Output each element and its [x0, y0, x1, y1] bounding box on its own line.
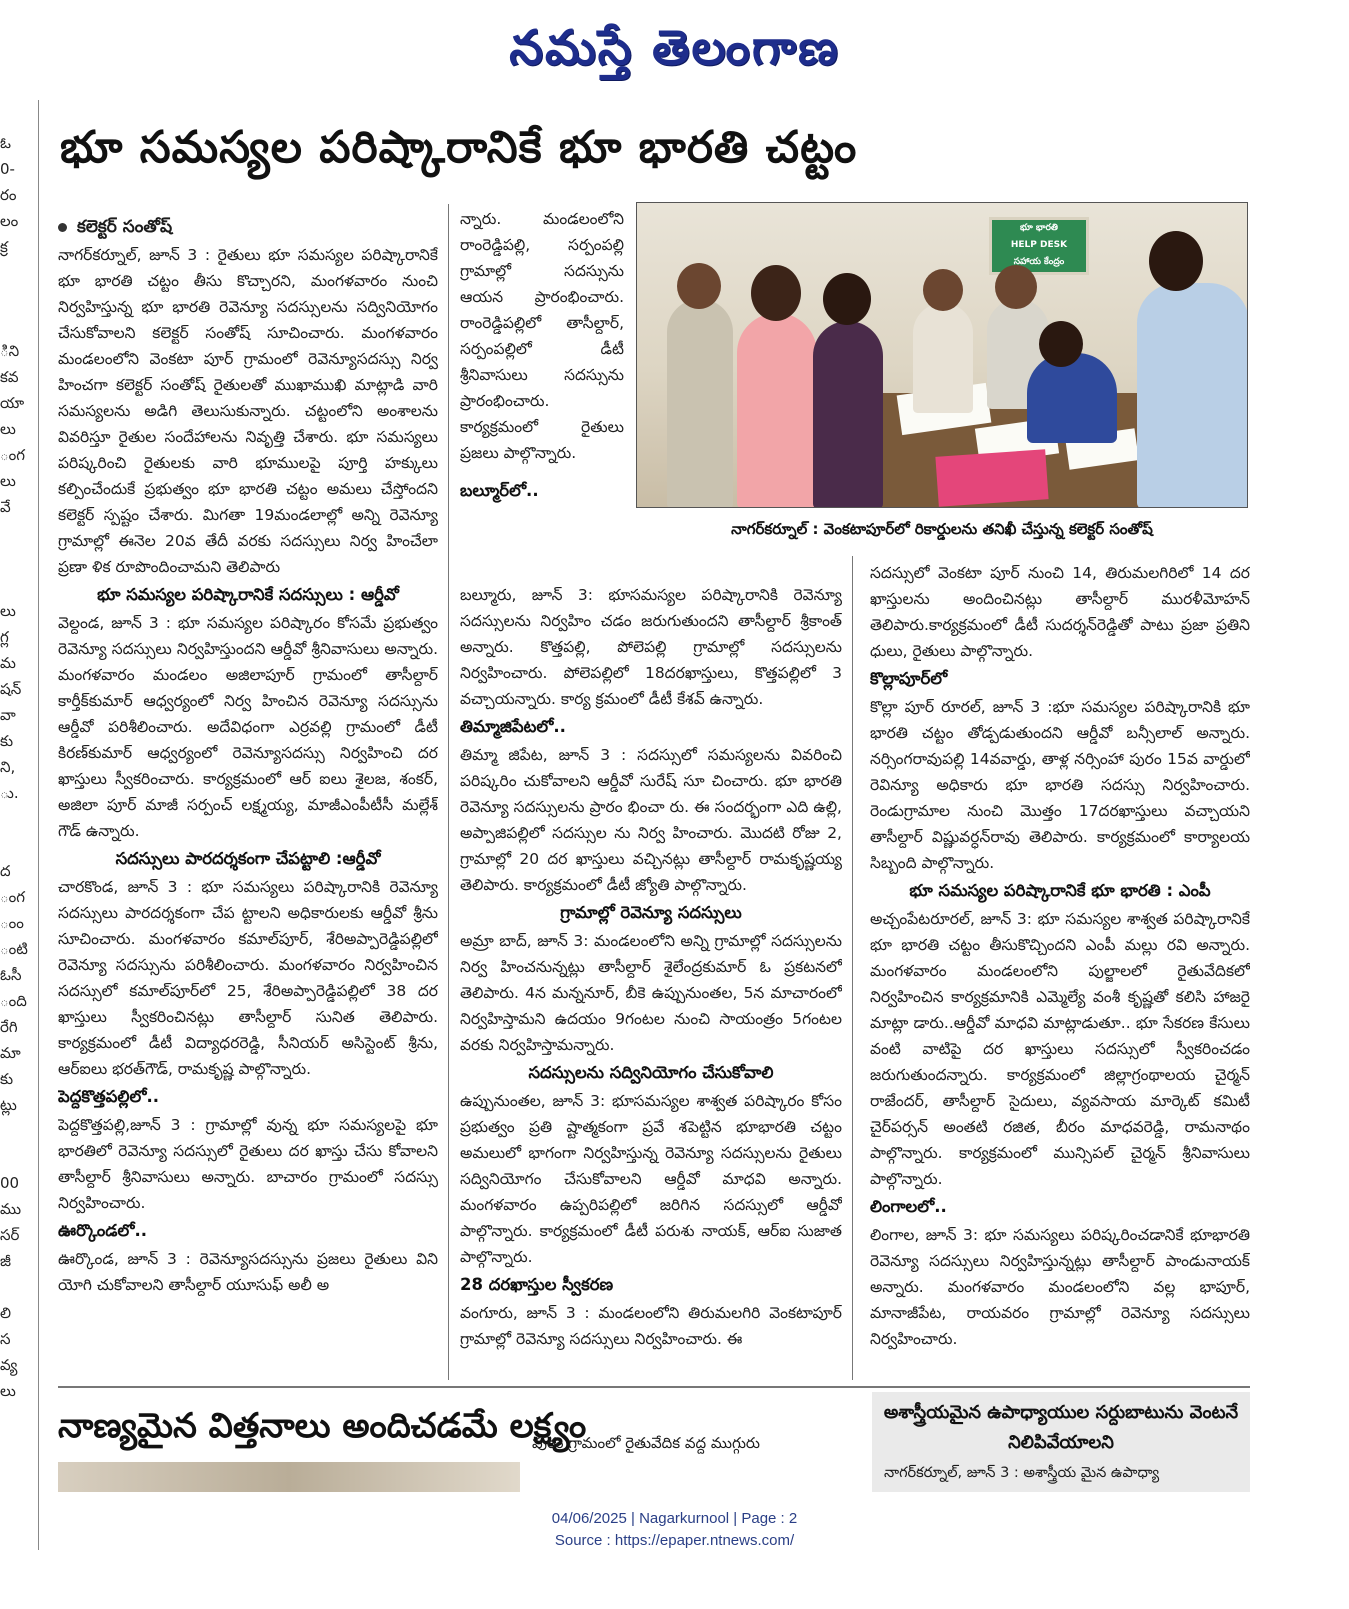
- side-headline: అశాస్త్రీయమైన ఉపాధ్యాయుల సర్దుబాటును వెంటనే నిలిపివేయాలని: [883, 1402, 1239, 1453]
- article-column-2-top: [460, 206, 624, 476]
- column-divider: [448, 204, 449, 1380]
- subheading: 28 దరఖాస్తుల స్వీకరణ: [460, 1275, 614, 1294]
- strip-fragment: సర్: [0, 1226, 20, 1244]
- strip-fragment: [0, 572, 28, 598]
- pink-folder: [935, 449, 1048, 507]
- strip-fragment: [0, 546, 28, 572]
- person-figure: [913, 303, 973, 413]
- paragraph: బల్మూరు, జూన్ 3: భూసమస్యల పరిష్కారానికి రెవెన్యూ సదస్సులను నిర్వహిం చడం జరుగుతుందని తాసీల్దార్ శ్రీకాంత్ అన్నారు. కొత్తపల్లి, పోలెపల్లి గ్రామాల్లో సదస్సులను నిర్వహించారు. పోలెపల్లిలో 18దరఖాస్తులు, కొత్తపల్లిలో 3 వచ్చాయన్నారు. కార్య క్రమంలో డీటీ కేశవ్ ఉన్నారు.: [460, 586, 842, 708]
- date-page-info: 04/06/2025 | Nagarkurnool | Page : 2: [551, 1510, 798, 1527]
- person-head: [923, 269, 963, 311]
- strip-fragment: గ్ల: [0, 628, 9, 646]
- strip-fragment: ట్లు: [0, 1096, 17, 1114]
- paragraph: తిమ్మా జిపేట, జూన్ 3 : సదస్సులో సమస్యలను వివరించి పరిష్కరిం చుకోవాలని ఆర్డీవో సురేష్ సూ చించారు. భూ భారతి రెవెన్యూ సదస్సులను ప్రారం భించా రు. ఈ సందర్భంగా ఎది ఉల్లి, అప్పాజిపల్లిలో సదస్సుల ను నిర్వ హించారు. మొదటి రోజు 2, గ్రామాల్లో 20 దర ఖాస్తులు వచ్చినట్లు తాసీల్దార్ రామకృష్ణయ్య తెలిపారు. కార్యక్రమంలో డీటీ జ్యోతి పాల్గొన్నారు.: [460, 746, 842, 894]
- strip-fragment: 0-: [0, 160, 15, 178]
- strip-fragment: కు: [0, 1070, 14, 1088]
- strip-fragment: యా: [0, 394, 25, 412]
- strip-fragment: లు: [0, 472, 16, 490]
- page-footer: [0, 1508, 1349, 1558]
- strip-fragment: మ: [0, 654, 16, 672]
- subheading: భూ సమస్యల పరిష్కారానికే సదస్సులు : ఆర్డీవో: [97, 585, 399, 604]
- person-figure: [667, 299, 733, 508]
- board-text: భూ భారతి: [1020, 223, 1058, 233]
- bottom-headline: నాణ్యమైన విత్తనాలు అందిచడమే లక్ష్యం: [58, 1406, 587, 1446]
- paragraph: పెద్దకొత్తపల్లి,జూన్ 3 : గ్రామాల్లో వున్న భూ సమస్యలపై భూ భారతిలో రెవెన్యూ సదస్సులో రైతులు దర ఖాస్తు చేసు కోవాలని తాసీల్దార్ శ్రీనివాసులు అన్నారు. బాచారం గ్రామంలో సదస్సు నిర్వహించారు.: [58, 1116, 438, 1212]
- paragraph: నాగర్‌కర్నూల్, జూన్ 3 : రైతులు భూ సమస్యల పరిష్కారానికే భూ భారతి చట్టం తీసు కొచ్చారని, మంగళవారం నుంచి నిర్వహిస్తున్న భూ భారతి రెవెన్యూ సదస్సులను సద్వినియోగం చేసుకోవాలని కలెక్టర్ సంతోష్ సూచించారు. మంగళవారం మండలంలోని వెంకటా పూర్ గ్రామంలో రెవెన్యూసదస్సు నిర్వ హించగా కలెక్టర్ సంతోష్ రైతులతో ముఖాముఖి మాట్లాడి వారి సమస్యలను అడిగి తెలుసుకున్నారు. చట్టంలోని అంశాలను వివరిస్తూ రైతుల సందేహాలను నివృత్తి చేశారు. భూ సమస్యలు పరిష్కరించి రైతులకు వారి భూములపై పూర్తి హక్కులు కల్పించేందుకే ప్రభుత్వం భూ భారతి చట్టం అమలు చేస్తోందని కలెక్టర్ స్పష్టం చేశారు. మిగతా 19మండలాల్లో అన్ని రెవెన్యూ గ్రామాల్లో ఈనెల 20వ తేదీ వరకు సదస్సులు నిర్వ హించేలా ప్రణా ళిక రూపొందించామని తెలిపారు: [58, 246, 438, 576]
- strip-fragment: ంం: [0, 914, 24, 932]
- strip-fragment: స: [0, 1330, 11, 1348]
- strip-fragment: ంది: [0, 992, 27, 1010]
- article-column-2: [460, 582, 842, 1377]
- person-head: [995, 265, 1037, 309]
- person-head: [751, 265, 801, 321]
- strip-fragment: [0, 286, 28, 312]
- subheading: బల్మూర్‌లో..: [460, 481, 539, 500]
- news-photo: [636, 202, 1248, 508]
- side-news-box: [872, 1392, 1250, 1492]
- person-figure: [813, 321, 883, 508]
- strip-fragment: రేగి: [0, 1018, 18, 1036]
- subheading: కొల్లాపూర్‌లో: [870, 669, 948, 688]
- strip-fragment: షన్: [0, 680, 22, 698]
- article-column-1: [58, 212, 438, 1377]
- strip-fragment: [0, 520, 28, 546]
- paragraph: లింగాల, జూన్ 3: భూ సమస్యలు పరిష్కరించడానికే భూభారతి రెవెన్యూ సదస్సులు నిర్వహిస్తున్నట్లు తాసీల్దార్ పాండునాయక్ అన్నారు. మంగళవారం మండలంలోని వల్ల భాపూర్, మానాజీపేట, రాయవరం గ్రామాల్లో రెవెన్యూ సదస్సులు నిర్వహించారు.: [870, 1226, 1250, 1348]
- source-url[interactable]: Source : https://epaper.ntnews.com/: [554, 1532, 795, 1549]
- subheading: తిమ్మాజిపేటలో..: [460, 717, 566, 736]
- strip-fragment: [0, 832, 28, 858]
- paragraph: సదస్సులో వెంకటా పూర్ నుంచి 14, తిరుమలగిరిలో 14 దర ఖాస్తులను అందించినట్లు తాసీల్దార్ మురళీమోహన్ తెలిపారు.కార్యక్రమంలో డీటీ సుదర్శన్‌రెడ్డితో పాటు ప్రజా ప్రతిని ధులు, రైతులు పాల్గొన్నారు.: [870, 564, 1250, 660]
- paragraph: అమ్రా బాద్, జూన్ 3: మండలంలోని అన్ని గ్రామాల్లో సదస్సులను నిర్వ హించనున్నట్లు తాసీల్దార్ శైలేంద్రకుమార్ ఓ ప్రకటనలో తెలిపారు. 4న మన్ననూర్, బీకె ఉప్పునుంతల, 5న మాచారంలో నిర్వహిస్తామని ఉదయం 9గంటల నుంచి సాయంత్రం 5గంటల వరకు నిర్వహిస్తామన్నారు.: [460, 932, 842, 1054]
- newspaper-logo: నమస్తే తెలంగాణ: [509, 20, 840, 76]
- strip-fragment: ఓ: [0, 134, 11, 152]
- strip-fragment: వే: [0, 498, 11, 516]
- strip-fragment: ని,: [0, 758, 16, 776]
- paragraph: న్నారు. మండలంలోని రాంరెడ్డిపల్లి, సర్పంపల్లి గ్రామాల్లో సదస్సును ఆయన ప్రారంభించారు. రాంరెడ్డిపల్లిలో తాసీల్దార్, సర్పంపల్లిలో డీటీ శ్రీనివాసులు సదస్సును ప్రారంభించారు. కార్యక్రమంలో రైతులు ప్రజలు పాల్గొన్నారు.: [460, 210, 624, 462]
- strip-fragment: [0, 1274, 28, 1300]
- person-head: [823, 273, 871, 325]
- paragraph: వెల్దండ, జూన్ 3 : భూ సమస్యల పరిష్కారం కోసమే ప్రభుత్వం రెవెన్యూ సదస్సులు నిర్వహిస్తుందని ఆర్డీవో శ్రీనివాసులు అన్నారు. మంగళవారం మండలం అజిలాపూర్ గ్రామంలో తాసీల్దార్ కార్తీక్‌కుమార్ ఆధ్వర్యంలో నిర్వ హించిన రెవెన్యూ సదస్సును ఆర్డీవో పరిశీలించారు. అదేవిధంగా ఎర్రవల్లి గ్రామంలో డీటీ కిరణ్‌కుమార్ ఆధ్వర్యంలో రెవెన్యూసదస్సు నిర్వహించి దర ఖాస్తులు స్వీకరించారు. కార్యక్రమంలో ఆర్ ఐలు శైలజ, శంకర్, అజిలా పూర్ మాజీ సర్పంచ్ లక్ష్మయ్య, మాజీఎంపీటీసీ మల్లేశ్ గౌడ్ ఉన్నారు.: [58, 614, 438, 840]
- article-column-3: [870, 560, 1250, 1370]
- paragraph: పురం గ్రామంలో రైతువేదిక వద్ద ముగ్గురు: [532, 1434, 760, 1452]
- strip-fragment: ిని: [0, 342, 20, 360]
- masthead: [0, 8, 1349, 88]
- paragraph: ఉప్పునుంతల, జూన్ 3: భూసమస్యల శాశ్వత పరిష్కారం కోసం ప్రభుత్వం ప్రతి ష్టాత్మకంగా ప్రవే శపెట్టిన భూభారతి చట్టం అమలులో భాగంగా నిర్వహిస్తున్న రెవెన్యూ సదస్సులను రైతులు సద్వినియోగం చేసుకోవాలని ఆర్డీవో మాధవి అన్నారు. మంగళవారం ఉప్పరిపల్లిలో జరిగిన సదస్సులో ఆర్డీవో పాల్గొన్నారు. కార్యక్రమంలో డీటీ పరుశు నాయక్, ఆర్ఐ సుజాత పాల్గొన్నారు.: [460, 1092, 842, 1266]
- helpdesk-board: [989, 217, 1089, 275]
- article-column-2-balmoor: [460, 476, 624, 576]
- column-divider: [852, 556, 853, 1380]
- strip-fragment: [0, 312, 28, 338]
- strip-fragment: ఓసీ: [0, 966, 22, 984]
- strip-fragment: లం: [0, 212, 19, 230]
- adjacent-column-strip: [0, 130, 28, 1550]
- subheading: సదస్సులను సద్వినియోగం చేసుకోవాలి: [528, 1063, 774, 1082]
- subheading: లింగాలలో..: [870, 1197, 947, 1216]
- strip-fragment: మా: [0, 1044, 21, 1062]
- strip-fragment: 00: [0, 1174, 20, 1192]
- board-text: సహాయ కేంద్రం: [1013, 257, 1065, 267]
- person-figure: [737, 313, 817, 508]
- strip-fragment: ంగ: [0, 446, 26, 464]
- strip-fragment: [0, 1144, 28, 1170]
- subheading: భూ సమస్యల పరిష్కారానికే భూ భారతి : ఎంపీ: [909, 881, 1211, 900]
- person-figure: [1137, 283, 1248, 508]
- strip-fragment: ము: [0, 1200, 22, 1218]
- strip-fragment: ద: [0, 862, 11, 880]
- strip-fragment: కవ: [0, 368, 19, 386]
- strip-fragment: వ్య: [0, 1356, 18, 1374]
- strip-fragment: లు: [0, 420, 16, 438]
- bullet-icon: [58, 223, 67, 232]
- board-text: HELP DESK: [1010, 240, 1068, 250]
- person-head: [677, 263, 721, 309]
- strip-fragment: [0, 806, 28, 832]
- side-text: నాగర్‌కర్నూల్, జూన్ 3 : అశాస్త్రీయ మైన ఉపాధ్యా: [884, 1465, 1160, 1481]
- strip-fragment: లు: [0, 1382, 16, 1400]
- strip-fragment: కు: [0, 732, 14, 750]
- strip-fragment: [0, 1118, 28, 1144]
- strip-fragment: ంగ: [0, 888, 26, 906]
- column-divider: [38, 100, 39, 1550]
- strip-fragment: [0, 260, 28, 286]
- paragraph: కొల్లా పూర్ రూరల్, జూన్ 3 :భూ సమస్యల పరిష్కారానికి భూ భారతి చట్టం తోడ్పడుతుందని ఆర్డీవో బన్సీలాల్ అన్నారు. నర్సింగరావుపల్లి 14వవార్డు, తాళ్ల నర్సింహా పురం 15వ వార్డులో రెవిన్యూ అధికారు భూ భారతి సదస్సు నిర్వహించారు. రెండుగ్రామాల నుంచి మొత్తం 17దరఖాస్తులు వచ్చాయని తాసీల్దార్ విష్ణువర్ధన్‌రావు తెలిపారు. కార్యక్రమంలో కార్యాలయ సిబ్బంది పాల్గొన్నారు.: [870, 698, 1250, 872]
- section-divider: [58, 1386, 1250, 1388]
- strip-fragment: రం: [0, 186, 17, 204]
- strip-fragment: క్ర: [0, 238, 8, 256]
- subheading: పెద్దకొత్తపల్లిలో..: [58, 1087, 160, 1106]
- strip-fragment: ు.: [0, 784, 19, 802]
- bottom-article-text: [532, 1430, 838, 1490]
- person-head: [1039, 321, 1083, 367]
- photo-caption: నాగర్‌కర్నూల్ : వెంకటాపూర్‌లో రికార్డులను తనిఖీ చేస్తున్న కలెక్టర్ సంతోష్: [731, 520, 1153, 538]
- bottom-photo: [58, 1462, 520, 1492]
- subheading: ఊర్కొండలో..: [58, 1221, 147, 1240]
- byline: [58, 212, 438, 242]
- strip-fragment: వా: [0, 706, 16, 724]
- strip-fragment: లి: [0, 1304, 11, 1322]
- paragraph: ఊర్కొండ, జూన్ 3 : రెవెన్యూసదస్సును ప్రజలు రైతులు విని యోగి చుకోవాలని తాసీల్దార్ యూసుఫ్ అలీ అ: [58, 1250, 438, 1294]
- subheading: గ్రామాల్లో రెవెన్యూ సదస్సులు: [560, 903, 742, 922]
- paragraph: అచ్చంపేటరూరల్, జూన్ 3: భూ సమస్యల శాశ్వత పరిష్కారానికే భూ భారతి చట్టం తీసుకొచ్చిందని ఎంపీ మల్లు రవి అన్నారు. మంగళవారం మండలంలోని పుల్జాలలో రైతువేదికలో నిర్వహించిన కార్యక్రమానికి ఎమ్మెల్యే వంశీ కృష్ణతో కలిసి హాజరై మాట్లా డారు..ఆర్డీవో మాధవి మాట్లాడుతూ.. భూ సేకరణ కేసులు వంటి వాటిపై దర ఖాస్తులు సదస్సులో స్వీకరించడం జరుగుతుందన్నారు. కార్యక్రమంలో జిల్లాగ్రంథాలయ చైర్మన్ రాజేందర్, తాసీల్దార్ సైదులు, వ్యవసాయ మార్కెట్ కమిటీ చైర్‌పర్సన్ అంతటి రజిత, బీరం మాధవరెడ్డి, రామనాథం పాల్గొన్నారు. కార్యక్రమంలో మున్సిపల్ చైర్మన్ శ్రీనివాసులు పాల్గొన్నారు.: [870, 910, 1250, 1188]
- strip-fragment: జీ: [0, 1252, 11, 1270]
- main-headline: భూ సమస్యల పరిష్కారానికే భూ భారతి చట్టం: [60, 122, 858, 173]
- person-figure: [1027, 353, 1117, 443]
- person-head: [1149, 231, 1203, 291]
- strip-fragment: ంటి: [0, 940, 28, 958]
- subheading: సదస్సులు పారదర్శకంగా చేపట్టాలి :ఆర్డీవో: [115, 849, 381, 868]
- strip-fragment: లు: [0, 602, 16, 620]
- paragraph: చారకొండ, జూన్ 3 : భూ సమస్యలు పరిష్కారానికి రెవెన్యూ సదస్సులు పారదర్శకంగా చేప ట్టాలని అధికారులకు ఆర్డీవో శ్రీను సూచించారు. మంగళవారం కమాల్‌పూర్, శేరిఅప్పారెడ్డిపల్లిలో రెవెన్యూ సదస్సును పరిశీలించారు. మంగళవారం నిర్వహించిన సదస్సులో కమాల్‌పూర్‌లో 25, శేరిఅప్పారెడ్డిపల్లిలో 38 దర ఖాస్తులు స్వీకరించినట్లు తాసీల్దార్ సునిత తెలిపారు. కార్యక్రమంలో డీటీ విద్యాధరరెడ్డి, సీనియర్ అసిస్టెంట్ శ్రీను, ఆర్‌ఐలు భరత్‌గౌడ్, రామకృష్ణ పాల్గొన్నారు.: [58, 878, 438, 1078]
- paragraph: వంగూరు, జూన్ 3 : మండలంలోని తిరుమలగిరి వెంకటాపూర్ గ్రామాల్లో రెవెన్యూ సదస్సులు నిర్వహించారు. ఈ: [460, 1304, 842, 1348]
- byline-text: కలెక్టర్ సంతోష్: [77, 217, 173, 237]
